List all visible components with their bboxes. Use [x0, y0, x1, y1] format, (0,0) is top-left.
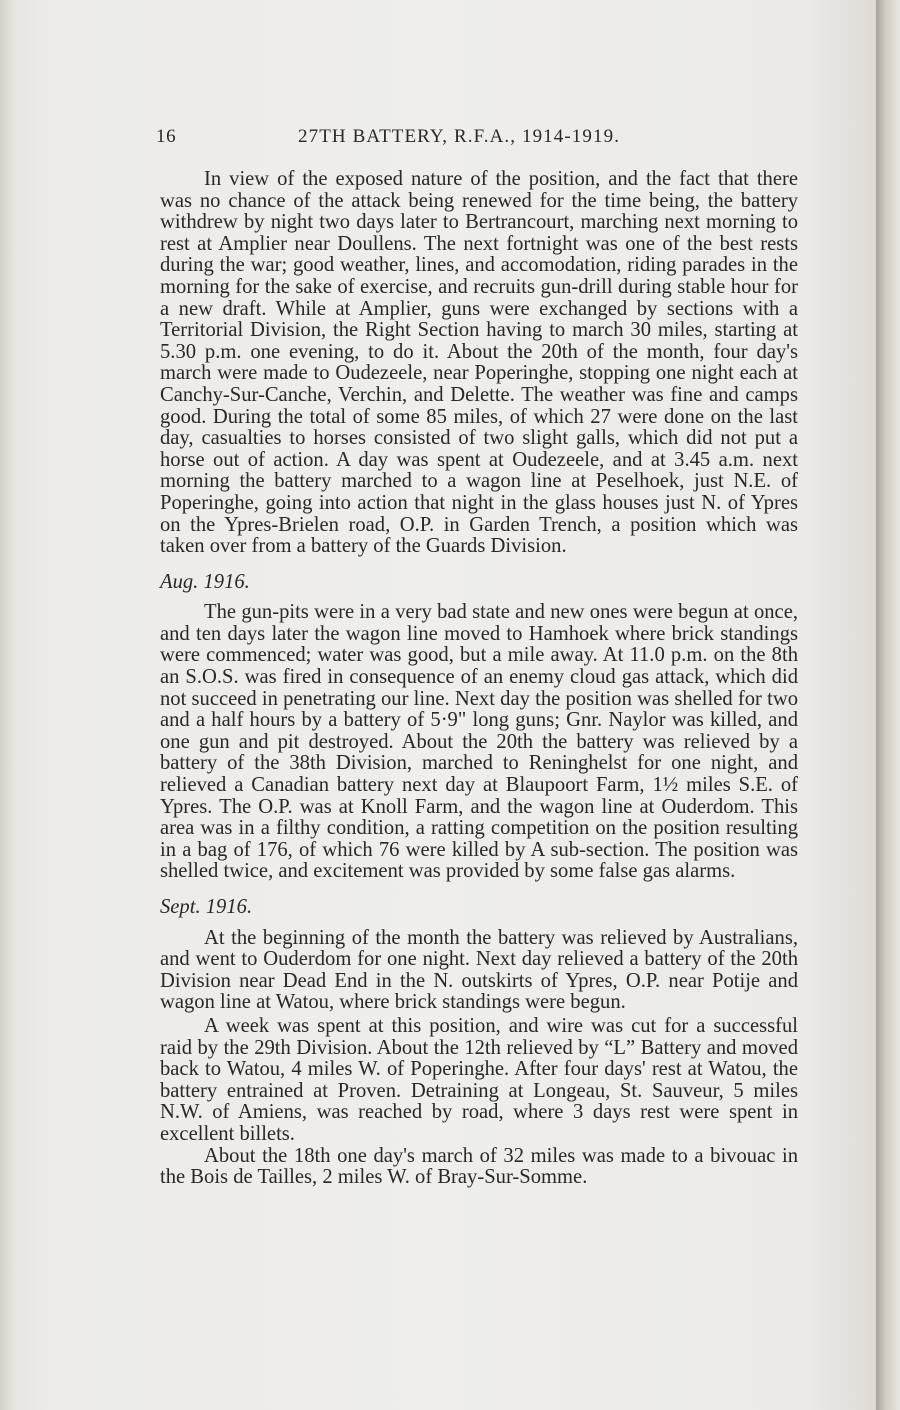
page-edge: [876, 0, 900, 1410]
section-heading-aug-1916: Aug. 1916.: [160, 570, 250, 593]
running-title: 27TH BATTERY, R.F.A., 1914-1919.: [298, 126, 621, 147]
paragraph: The gun-pits were in a very bad state and new ones were begun at once, and ten days later the wagon line moved to Hamhoek where brick standings were commenced; water was good, but a mile away. At 11.0 p.m. on the 8th an S.O.S. was fired in consequence of an enemy cloud gas attack, which did not succeed in penetrating our line. Next day the position was shelled for two and a half hours by a battery of 5·9" long guns; Gnr. Naylor was killed, and one gun and pit destroyed. About the 20th the battery was relieved by a battery of the 38th Division, marched to Reninghelst for one night, and relieved a Canadian battery next day at Blaupoort Farm, 1½ miles S.E. of Ypres. The O.P. was at Knoll Farm, and the wagon line at Ouderdom. This area was in a filthy condition, a ratting competition on the position resulting in a bag of 176, of which 76 were killed by A sub-section. The position was shelled twice, and excitement was provided by some false gas alarms.: [160, 601, 798, 883]
page-gutter-shadow: [0, 0, 14, 1410]
section-heading-sept-1916: Sept. 1916.: [160, 896, 253, 918]
paragraph: In view of the exposed nature of the position, and the fact that there was no chance of the attack being renewed for the time being, the battery withdrew by night two days later to Bertrancourt, marching next morning to rest at Amplier near Doullens. The next fortnight was one of the best rests during the war; good weather, lines, and accomodation, riding parades in the morning for the sake of exercise, and recruits gun-drill during stable hour for a new draft. While at Amplier, guns were exchanged by sections with a Territorial Division, the Right Section having to march 30 miles, starting at 5.30 p.m. one evening, to do it. About the 20th of the month, four day's march were made to Oudezeele, near Poperinghe, stopping one night each at Canchy-Sur-Canche, Verchin, and Delette. The weather was fine and camps good. During the total of some 85 miles, of which 27 were done on the last day, casualties to horses consisted of two slight galls, which did not put a horse out of action. A day was spent at Oudezeele, and at 3.45 a.m. next morning the battery marched to a wagon line at Peselhoek, just N.E. of Poperinghe, going into action that night in the glass houses just N. of Ypres on the Ypres-Brielen road, O.P. in Garden Trench, a position which was taken over from a battery of the Guards Division.: [160, 168, 798, 558]
paragraph: About the 18th one day's march of 32 miles was made to a bivouac in the Bois de Tailles, 2 miles W. of Bray-Sur-Somme.: [160, 1144, 798, 1189]
page-number: 16: [156, 126, 177, 147]
running-head: [156, 126, 798, 154]
paragraph: At the beginning of the month the battery was relieved by Australians, and went to Ouderdom for one night. Next day relieved a battery of the 20th Division near Dead End in the N. outskirts of Ypres, O.P. near Potije and wagon line at Watou, where brick standings were begun.: [160, 926, 798, 1014]
paragraph: A week was spent at this position, and wire was cut for a successful raid by the 29th Division. About the 12th relieved by “L” Battery and moved back to Watou, 4 miles W. of Poperinghe. After four days' rest at Watou, the battery entrained at Proven. Detraining at Longeau, St. Sauveur, 5 miles N.W. of Amiens, was reached by road, where 3 days rest were spent in excellent billets.: [160, 1014, 798, 1145]
section-july: [160, 169, 798, 558]
page-text: [156, 126, 798, 1189]
